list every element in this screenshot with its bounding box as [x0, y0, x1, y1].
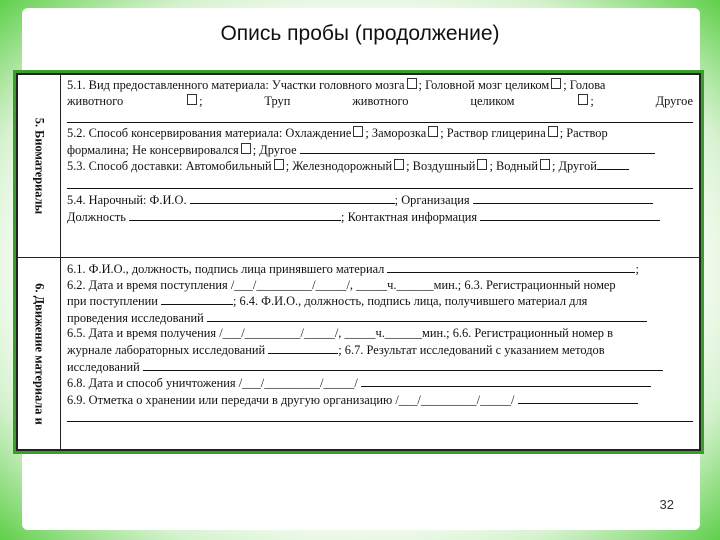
field-6-1: 6.1. Ф.И.О., должность, подпись лица принявшего материал ;	[67, 262, 639, 276]
field-5-3: 5.3. Способ доставки: Автомобильный ; Железнодорожный ; Воздушный ; Водный ; Другой	[67, 158, 693, 175]
form-document	[13, 70, 704, 454]
checkbox-icon[interactable]	[394, 159, 404, 170]
page-number: 32	[659, 497, 674, 512]
blank-line[interactable]	[473, 192, 653, 204]
field-6-9: 6.9. Отметка о хранении или передачи в другую организацию /___/_________/_____/	[67, 392, 693, 409]
section-6-body	[61, 258, 700, 450]
blank-line[interactable]	[387, 261, 635, 273]
checkbox-icon[interactable]	[477, 159, 487, 170]
field-6-4: проведения исследований	[67, 310, 693, 327]
field-5-4-cont: Должность ; Контактная информация	[67, 209, 693, 226]
field-6-6: журнале лабораторных исследований ; 6.7. Результат исследований с указанием методов	[67, 342, 605, 357]
checkbox-icon[interactable]	[353, 126, 363, 137]
checkbox-icon[interactable]	[578, 94, 588, 105]
checkbox-icon[interactable]	[428, 126, 438, 137]
blank-line[interactable]	[129, 209, 341, 221]
field-5-1: 5.1. Вид предоставленного материала: Участки головного мозга ; Головной мозг целиком ; Голова	[67, 78, 606, 92]
slide-title: Опись пробы (продолжение)	[220, 22, 500, 45]
field-6-7: исследований	[67, 359, 693, 376]
blank-line[interactable]	[161, 293, 233, 305]
checkbox-icon[interactable]	[551, 78, 561, 89]
field-6-2: 6.2. Дата и время поступления /___/_________/_____/, _____ч.______мин.; 6.3. Регистрационный номер	[67, 277, 616, 292]
checkbox-icon[interactable]	[407, 78, 417, 89]
field-6-8: 6.8. Дата и способ уничтожения /___/_________/_____/	[67, 375, 693, 392]
section-5-side	[18, 75, 61, 258]
blank-line[interactable]	[190, 192, 395, 204]
blank-line[interactable]	[300, 142, 655, 154]
blank-line[interactable]	[518, 392, 638, 404]
field-6-5: 6.5. Дата и время получения /___/_________/_____/, _____ч.______мин.; 6.6. Регистрационный номер в	[67, 326, 613, 341]
field-5-1-cont: животного ; Труп животного целиком ; Другое	[67, 93, 693, 108]
sample-inventory-table	[17, 74, 700, 450]
section-6-side	[18, 258, 61, 450]
section-6-label: 6. Движение материала и	[32, 282, 47, 425]
blank-line[interactable]	[268, 342, 338, 354]
field-5-2: 5.2. Способ консервирования материала: Охлаждение ; Заморозка ; Раствор глицерина ; Раствор	[67, 126, 608, 141]
blank-line[interactable]	[67, 109, 693, 123]
checkbox-icon[interactable]	[548, 126, 558, 137]
field-5-2-cont: формалина; Не консервировался ; Другое	[67, 142, 693, 159]
checkbox-icon[interactable]	[241, 143, 251, 154]
field-5-4: 5.4. Нарочный: Ф.И.О. ; Организация	[67, 192, 693, 209]
section-5-body	[61, 75, 700, 258]
blank-line[interactable]	[67, 175, 693, 189]
blank-line[interactable]	[480, 209, 660, 221]
blank-line[interactable]	[597, 158, 629, 170]
blank-line[interactable]	[143, 359, 663, 371]
checkbox-icon[interactable]	[187, 94, 197, 105]
blank-line[interactable]	[67, 408, 693, 422]
section-5-label: 5. Биоматериалы	[32, 117, 47, 215]
checkbox-icon[interactable]	[274, 159, 284, 170]
blank-line[interactable]	[361, 375, 651, 387]
field-6-3: при поступлении ; 6.4. Ф.И.О., должность, подпись лица, получившего материал для	[67, 294, 588, 309]
checkbox-icon[interactable]	[540, 159, 550, 170]
blank-line[interactable]	[207, 310, 647, 322]
